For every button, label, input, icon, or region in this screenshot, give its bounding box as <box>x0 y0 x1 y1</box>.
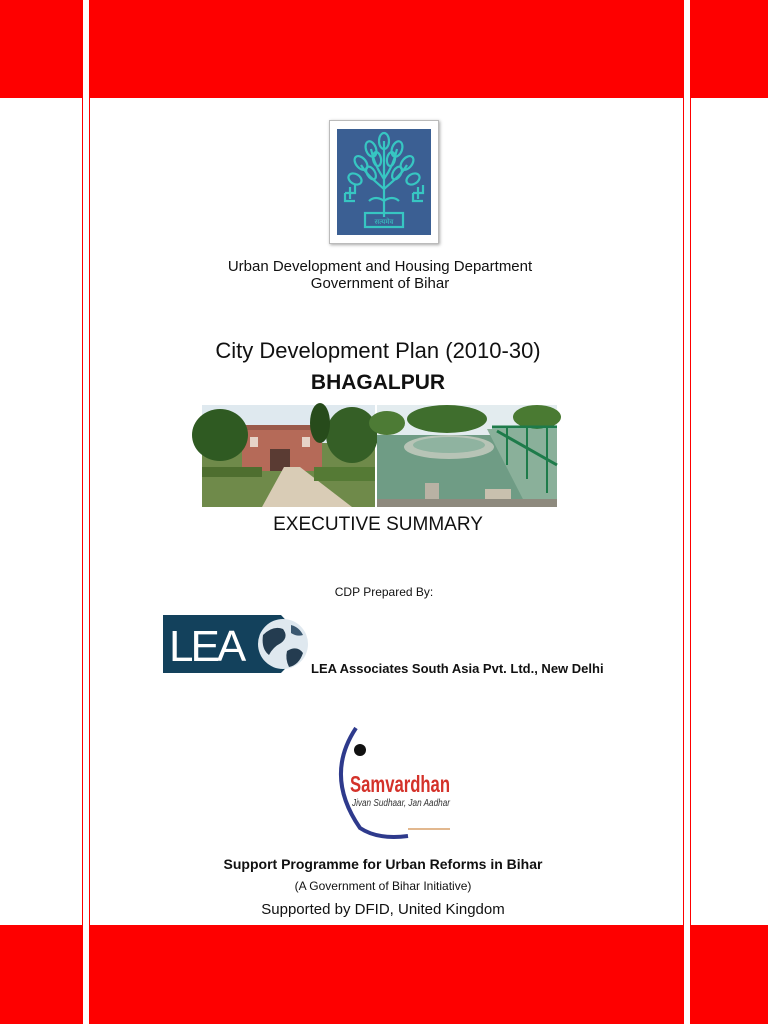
building-photo <box>202 405 375 507</box>
svg-text:LEA: LEA <box>169 622 244 671</box>
bottom-red-band <box>0 925 768 1024</box>
samvardhan-logo <box>330 724 460 842</box>
department-name: Urban Development and Housing Department <box>227 258 533 275</box>
lea-logo <box>163 615 311 673</box>
top-red-band <box>0 0 768 98</box>
supported-by-text: Supported by DFID, United Kingdom <box>261 901 505 918</box>
bihar-emblem <box>329 120 439 244</box>
initiative-note: (A Government of Bihar Initiative) <box>294 879 472 893</box>
plan-title: City Development Plan (2010-30) <box>215 338 541 363</box>
prepared-by-label: CDP Prepared By: <box>334 585 434 599</box>
emblem-background <box>337 129 431 235</box>
lea-company-name: LEA Associates South Asia Pvt. Ltd., New Delhi <box>311 661 604 676</box>
right-border-line <box>683 0 691 1024</box>
bodhi-tree-icon <box>337 129 431 235</box>
support-programme-title: Support Programme for Urban Reforms in Bihar <box>223 856 543 872</box>
svg-text:Jivan Sudhaar, Jan Aadhar: Jivan Sudhaar, Jan Aadhar <box>351 798 451 809</box>
left-border-line <box>82 0 90 1024</box>
water-plant-photo <box>377 405 557 507</box>
svg-text:सत्यमेव: सत्यमेव <box>374 218 394 226</box>
government-name: Government of Bihar <box>310 275 450 292</box>
city-name: BHAGALPUR <box>310 371 446 394</box>
svg-text:Samvardhan: Samvardhan <box>350 771 450 797</box>
executive-summary-heading: EXECUTIVE SUMMARY <box>273 514 483 535</box>
